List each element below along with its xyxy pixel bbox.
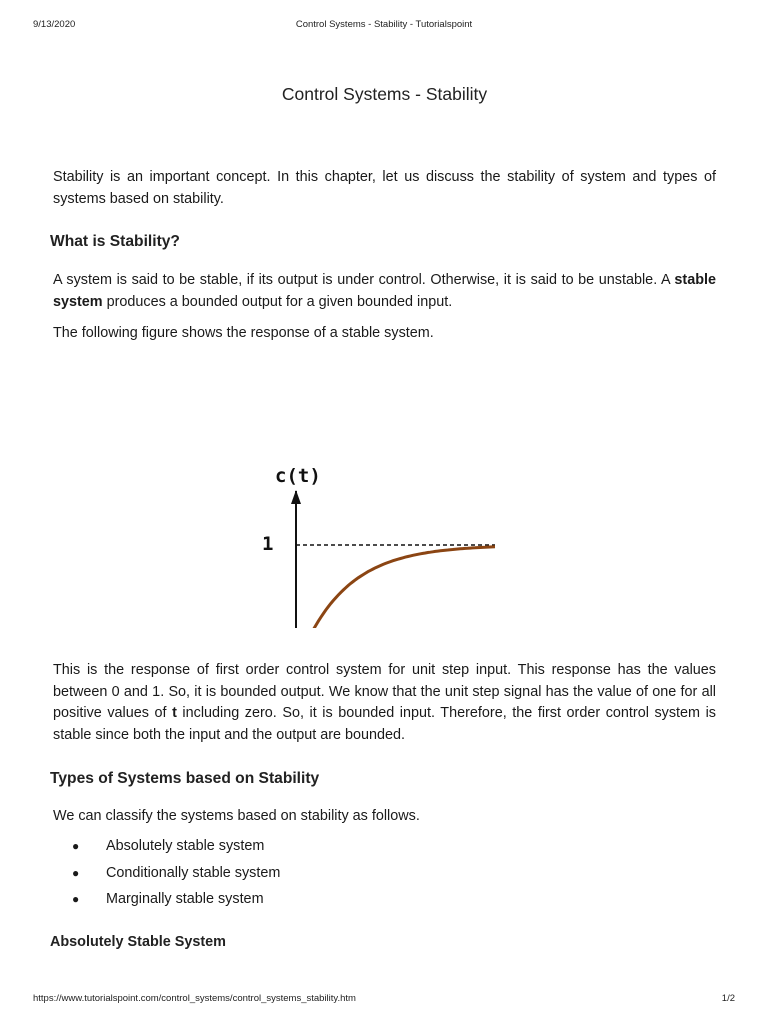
types-heading: Types of Systems based on Stability (50, 770, 320, 787)
bullet-icon: ● (72, 839, 80, 853)
print-footer (33, 993, 735, 1007)
level-one-label: 1 (262, 533, 274, 555)
stable-system-term: stable system (53, 272, 716, 310)
list-item (53, 889, 280, 916)
stable-definition-paragraph (53, 270, 716, 313)
stable-response-figure (223, 378, 563, 628)
print-doc-title: Control Systems - Stability - Tutorialspoint (295, 19, 473, 30)
bullet-icon: ● (72, 892, 80, 906)
response-text-after: including zero. So, it is bounded input. Therefore, the first order control system is stable since both the input and the output are bounded. (53, 705, 716, 743)
list-item (53, 863, 280, 890)
print-page-number: 1/2 (721, 993, 735, 1004)
page-title: Control Systems - Stability (281, 84, 488, 104)
bullet-icon: ● (72, 865, 80, 880)
print-date: 9/13/2020 (33, 19, 76, 30)
response-curve (296, 547, 495, 628)
list-item-label: Conditionally stable system (106, 864, 281, 881)
list-item-label: Absolutely stable system (106, 838, 265, 854)
y-axis-arrowhead (291, 490, 301, 504)
print-header (33, 19, 735, 33)
intro-paragraph: Stability is an important concept. In this chapter, let us discuss the stability of system and types of systems based on stability. (53, 169, 716, 207)
stability-types-list (53, 836, 280, 916)
what-is-stability-heading: What is Stability? (50, 233, 180, 250)
response-text-before: This is the response of first order control system for unit step input. This response has the values between 0 and 1. So, it is bounded output. We know that the unit step signal has the value of one for all positive values of (53, 662, 716, 721)
stable-text-after: produces a bounded output for a given bounded input. (102, 293, 453, 310)
absolutely-stable-heading: Absolutely Stable System (50, 934, 226, 950)
y-axis-label: c(t) (275, 465, 321, 487)
figure-intro-paragraph: The following figure shows the response of a stable system. (53, 325, 434, 341)
stable-text-before: A system is said to be stable, if its output is under control. Otherwise, it is said to be unstable. A (53, 272, 675, 288)
article (50, 80, 716, 950)
response-explanation-paragraph (53, 660, 716, 746)
print-url: https://www.tutorialspoint.com/control_systems/control_systems_stability.htm (33, 993, 356, 1004)
t-variable-term: t (172, 705, 177, 721)
response-plot (223, 378, 563, 628)
list-item (53, 836, 280, 863)
classify-paragraph: We can classify the systems based on stability as follows. (53, 808, 420, 824)
list-item-label: Marginally stable system (106, 891, 264, 907)
